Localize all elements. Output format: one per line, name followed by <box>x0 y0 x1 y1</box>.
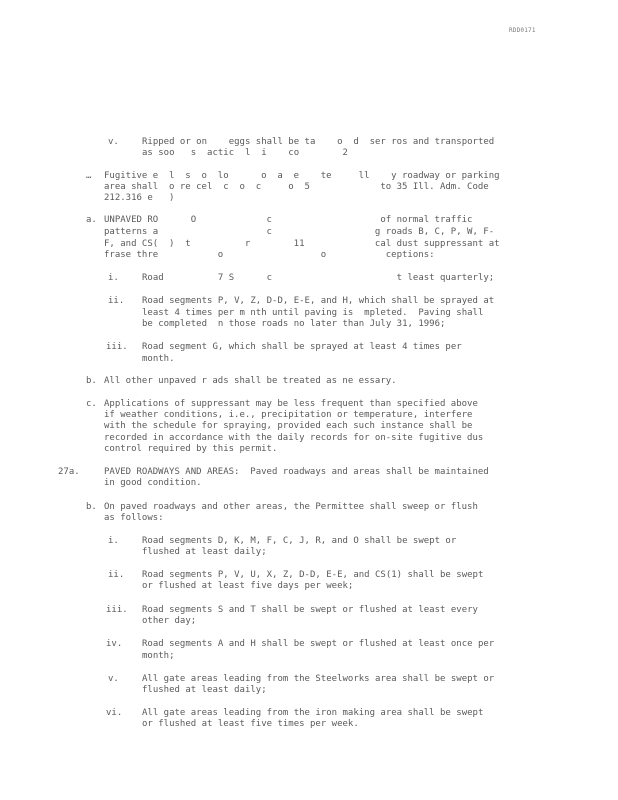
text-line: or flushed at least five times per week. <box>142 719 359 729</box>
text-line: in good condition. <box>104 478 202 488</box>
text-line: as soo s actic l i co 2 <box>142 148 348 158</box>
item-marker: v. <box>108 674 119 684</box>
text-line: Road segments D, K, M, F, C, J, R, and O shall be swept or <box>142 536 457 546</box>
item-marker: i. <box>108 536 119 546</box>
text-line: month; <box>142 651 175 661</box>
text-line: least 4 times per m nth until paving is mpleted. Paving shall <box>142 308 484 318</box>
text-line: Road segments A and H shall be swept or flushed at least once per <box>142 639 495 649</box>
text-line: On paved roadways and other areas, the Permittee shall sweep or flush <box>104 502 478 512</box>
text-line: area shall o re cel c o c o 5 to 35 Ill. Adm. Code <box>104 182 489 192</box>
text-line: Road segments P, V, Z, D-D, E-E, and H, which shall be sprayed at <box>142 296 495 306</box>
text-line: Road segments P, V, U, X, Z, D-D, E-E, and CS(1) shall be swept <box>142 570 484 580</box>
text-line: Road segments S and T shall be swept or flushed at least every <box>142 605 478 615</box>
text-line: with the schedule for spraying, provided each such instance shall be <box>104 421 473 431</box>
item-marker: c. <box>86 399 97 409</box>
item-marker: b. <box>86 502 97 512</box>
item-marker: iii. <box>106 342 128 352</box>
text-line: Fugitive e l s o lo o a e te ll y roadway or parking <box>104 171 500 181</box>
text-line: month. <box>142 354 175 364</box>
text-line: other day; <box>142 616 197 626</box>
item-marker: v. <box>108 137 119 147</box>
item-marker: iii. <box>106 605 128 615</box>
text-line: Applications of suppressant may be less frequent than specified above <box>104 399 478 409</box>
text-line: patterns a c g roads B, C, P, W, F- <box>104 227 495 237</box>
item-marker: i. <box>108 273 119 283</box>
text-line: as follows: <box>104 513 164 523</box>
item-marker: … <box>86 171 92 181</box>
text-line: All gate areas leading from the iron making area shall be swept <box>142 708 484 718</box>
text-line: All other unpaved r ads shall be treated as ne essary. <box>104 376 397 386</box>
text-line: if weather conditions, i.e., precipitation or temperature, interfere <box>104 410 473 420</box>
text-line: Road segment G, which shall be sprayed at least 4 times per <box>142 342 462 352</box>
page-id: RDD0171 <box>509 27 536 34</box>
item-marker: vi. <box>106 708 123 718</box>
item-marker: iv. <box>106 639 123 649</box>
text-line: control required by this permit. <box>104 444 278 454</box>
text-line: 212.316 e ) <box>104 193 175 203</box>
text-line: flushed at least daily; <box>142 547 267 557</box>
text-line: Road 7 S c t least quarterly; <box>142 273 495 283</box>
text-line: frase thre o o ceptions: <box>104 250 435 260</box>
item-marker: ii. <box>108 570 125 580</box>
text-line: recorded in accordance with the daily records for on-site fugitive dus <box>104 433 484 443</box>
text-line: Ripped or on eggs shall be ta o d ser ros and transported <box>142 137 495 147</box>
item-marker: ii. <box>108 296 125 306</box>
text-line: be completed n those roads no later than July 31, 1996; <box>142 319 446 329</box>
item-marker: a. <box>86 215 97 225</box>
text-line: flushed at least daily; <box>142 685 267 695</box>
text-line: All gate areas leading from the Steelworks area shall be swept or <box>142 674 495 684</box>
text-line: UNPAVED RO O c of normal traffic <box>104 215 473 225</box>
text-line: or flushed at least five days per week; <box>142 581 354 591</box>
text-line: F, and CS( ) t r 11 cal dust suppressant at <box>104 239 500 249</box>
item-marker: 27a. <box>58 467 80 477</box>
item-marker: b. <box>86 376 97 386</box>
text-line: PAVED ROADWAYS AND AREAS: Paved roadways and areas shall be maintained <box>104 467 489 477</box>
